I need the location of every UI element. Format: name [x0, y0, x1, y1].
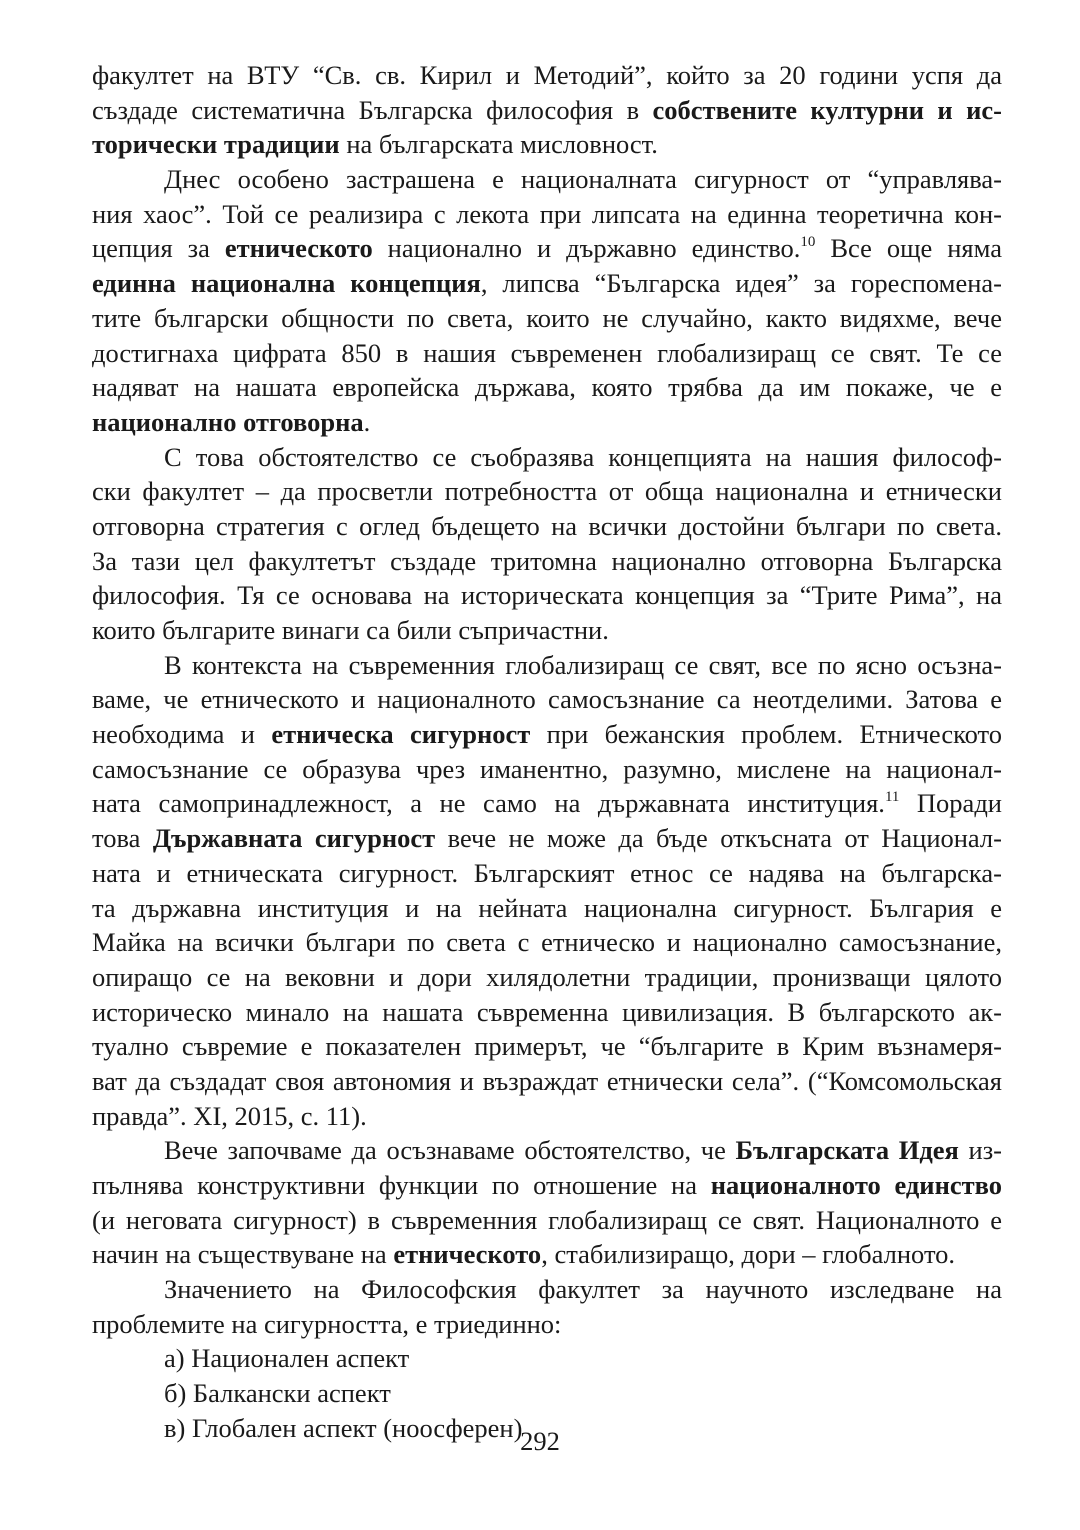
text-line — [92, 405, 1002, 440]
text-span: самосъзнание се образува чрез иманентно, разумно, мислене на национал- — [92, 753, 1002, 784]
footnote-ref: 10 — [800, 233, 816, 250]
text-line — [92, 960, 1002, 995]
text-line — [92, 1272, 1002, 1307]
text-span: ски факултет – да просветли потребността от обща национална и етнически — [92, 476, 1002, 507]
text-span: пълнява конструктивни функции по отношение на — [92, 1170, 711, 1200]
text-span: проблемите на сигурността, е триединно: — [92, 1308, 562, 1339]
text-line — [92, 613, 1002, 648]
text-span: факултет на ВТУ “Св. св. Кирил и Методий”, който за 20 години успя да — [92, 60, 1002, 90]
bold-text: етническото — [224, 233, 373, 264]
text-line — [92, 1376, 1002, 1411]
text-span: б) Балкански аспект — [164, 1378, 391, 1409]
text-span: , стабилизиращо, дори – глобалното. — [541, 1239, 956, 1270]
body-text — [92, 58, 1002, 1446]
text-line — [92, 1064, 1002, 1099]
bold-text: собствените културни и ис- — [652, 94, 1002, 125]
text-span: , липсва “Българска идея” за гореспомена- — [480, 268, 1002, 299]
footnote-ref: 11 — [884, 788, 900, 805]
text-span: Поради — [899, 788, 1002, 819]
text-span: философия. Тя се основава на историческата концепция за “Трите Рима”, на — [92, 580, 1002, 611]
text-line — [92, 786, 1002, 821]
text-line — [92, 93, 1002, 128]
text-span: Днес особено застрашена е националната сигурност от “управлява- — [164, 164, 1002, 195]
text-line — [92, 301, 1002, 336]
text-line — [92, 995, 1002, 1030]
text-line — [92, 58, 1002, 93]
text-span: Значението на Философския факултет за научното изследване на — [164, 1274, 1002, 1305]
text-span: цепция за — [92, 233, 225, 264]
text-span: (и неговата сигурност) в съвременния глобализиращ се свят. Националното е — [92, 1204, 1002, 1235]
text-span: ната самопринадлежност, а не само на държавната институция. — [92, 788, 885, 819]
text-line — [92, 1133, 1002, 1168]
text-line — [92, 127, 1002, 162]
text-span: достигнаха цифрата 850 в нашия съвременен глобализиращ се свят. Те се — [92, 337, 1002, 368]
text-line — [92, 648, 1002, 683]
bold-text: етническото — [393, 1239, 542, 1270]
text-line — [92, 578, 1002, 613]
text-line — [92, 266, 1002, 301]
text-line — [92, 1307, 1002, 1342]
bold-text: торически традиции — [92, 129, 340, 160]
text-line — [92, 856, 1002, 891]
text-span: това — [92, 823, 153, 854]
text-span: на българската мисловност. — [339, 129, 658, 160]
text-line — [92, 1237, 1002, 1272]
text-span: Вече започваме да осъзнаваме обстоятелство, че — [164, 1135, 736, 1166]
text-line — [92, 891, 1002, 926]
text-span: та държавна институция и на нейната национална сигурност. България е — [92, 892, 1002, 923]
text-line — [92, 925, 1002, 960]
text-span: опиращо се на вековни и дори хилядолетни традиции, пронизващи цялото — [92, 961, 1002, 992]
bold-text: единна национална концепция — [92, 268, 481, 299]
text-span: В контекста на съвременния глобализиращ се свят, все по ясно осъзна- — [164, 649, 1002, 680]
text-span: С това обстоятелство се съобразява концепцията на нашия философ- — [164, 441, 1002, 472]
text-line — [92, 1029, 1002, 1064]
text-span: из- — [958, 1135, 1002, 1166]
text-line — [92, 162, 1002, 197]
text-line — [92, 509, 1002, 544]
text-span: тите български общности по света, които не случайно, както видяхме, вече — [92, 302, 1002, 333]
text-span: Все още няма — [815, 233, 1002, 264]
text-span: туално съвремие е показателен примерът, че “българите в Крим възнамеря- — [92, 1031, 1002, 1062]
text-line — [92, 231, 1002, 266]
page-number: 292 — [520, 1426, 560, 1456]
text-span: За тази цел факултетът създаде тритомна национално отговорна Българска — [92, 545, 1002, 576]
bold-text: националното единство — [710, 1170, 1002, 1200]
text-line — [92, 821, 1002, 856]
text-span: ната и етническата сигурност. Българският етнос се надява на българска- — [92, 857, 1002, 888]
text-span: национално и държавно единство. — [372, 233, 801, 264]
text-line — [92, 1203, 1002, 1238]
text-span: необходима и — [92, 719, 272, 750]
text-span: надяват на нашата европейска държава, която трябва да им покаже, че е — [92, 372, 1002, 403]
bold-text: етническа сигурност — [271, 719, 531, 750]
text-span: при бежанския проблем. Етническото — [530, 719, 1002, 750]
text-span: ваме, че етническото и националното самосъзнание са неотделими. Затова е — [92, 684, 1002, 715]
text-line — [92, 1099, 1002, 1134]
text-span: ния хаос”. Той се реализира с лекота при липсата на единна теоретична кон- — [92, 198, 1002, 229]
text-span: отговорна стратегия с оглед бъдещето на всички достойни българи по света. — [92, 510, 1002, 541]
text-span: Майка на всички българи по света с етническо и национално самосъзнание, — [92, 927, 1002, 958]
text-span: а) Национален аспект — [164, 1343, 410, 1374]
text-line — [92, 1168, 1002, 1203]
text-span: ват да създадат своя автономия и възраждат етнически села”. (“Комсомольская — [92, 1065, 1002, 1096]
text-span: вече не може да бъде откъсната от Национал- — [435, 823, 1002, 854]
text-line — [92, 682, 1002, 717]
bold-text: Българската Идея — [735, 1135, 959, 1166]
text-span: . — [363, 406, 371, 437]
text-line — [92, 544, 1002, 579]
bold-text: национално отговорна — [92, 406, 364, 437]
text-line — [92, 752, 1002, 787]
text-line — [92, 440, 1002, 475]
text-line — [92, 197, 1002, 232]
bold-text: Държавната сигурност — [152, 823, 436, 854]
text-span: правда”. XI, 2015, с. 11). — [92, 1100, 367, 1131]
text-span: начин на съществуване на — [92, 1239, 394, 1270]
text-span: създаде систематична Българска философия в — [92, 94, 653, 125]
text-line — [92, 717, 1002, 752]
text-line — [92, 370, 1002, 405]
text-span: които българите винаги са били съпричастни. — [92, 615, 609, 645]
text-span: в) Глобален аспект (ноосферен) — [164, 1412, 523, 1443]
text-line — [92, 474, 1002, 509]
text-line — [92, 1341, 1002, 1376]
text-line — [92, 336, 1002, 371]
text-span: историческо минало на нашата съвременна цивилизация. В българското ак- — [92, 996, 1002, 1027]
